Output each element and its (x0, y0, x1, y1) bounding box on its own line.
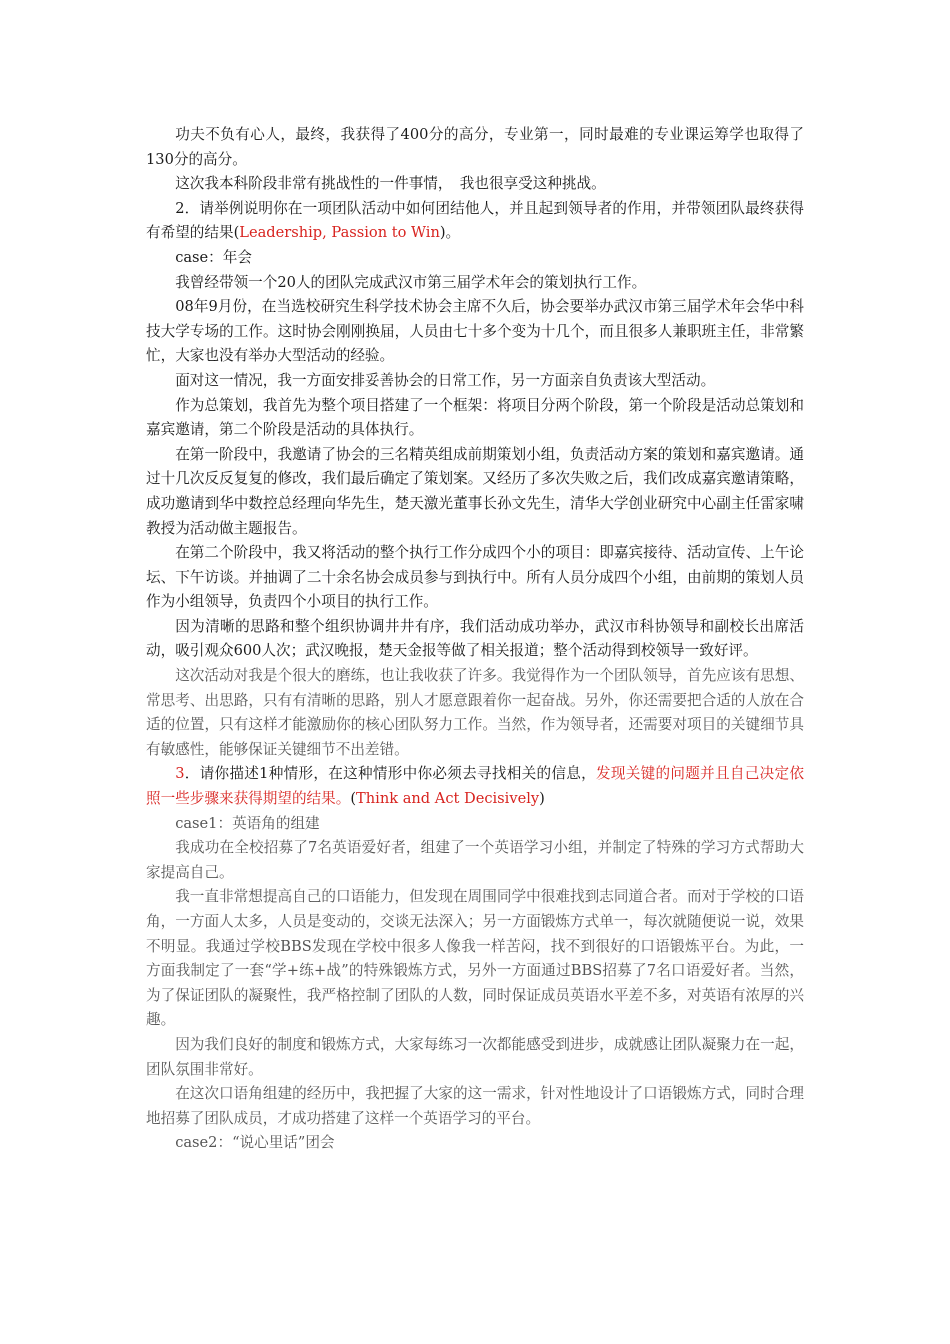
highlighted-text: Leadership, Passion to Win (239, 224, 440, 242)
paragraph-text: 2．请举例说明你在一项团队活动中如何团结他人，并且起到领导者的作用，并带领团队最终获得有希望的结果( (146, 199, 804, 242)
highlighted-text: Think and Act Decisively (356, 790, 540, 808)
paragraph-text: ．请你描述1种情形，在这种情形中你必须去寻找相关的信息， (184, 765, 596, 783)
paragraph (146, 836, 804, 885)
paragraph (146, 541, 804, 615)
paragraph-text: 面对这一情况，我一方面安排妥善协会的日常工作，另一方面亲自负责该大型活动。 (175, 371, 716, 389)
paragraph-text: 因为我们良好的制度和锻炼方式，大家每练习一次都能感受到进步，成就感让团队凝聚力在一起，团队氛围非常好。 (146, 1035, 804, 1078)
paragraph-text: case：年会 (175, 248, 252, 266)
paragraph-text: 作为总策划，我首先为整个项目搭建了一个框架：将项目分两个阶段，第一个阶段是活动总策划和嘉宾邀请，第二个阶段是活动的具体执行。 (146, 396, 804, 439)
paragraph (146, 369, 804, 394)
paragraph (146, 197, 804, 246)
paragraph (146, 615, 804, 664)
paragraph-text: ( (350, 790, 357, 808)
paragraph (146, 1082, 804, 1131)
paragraph (146, 885, 804, 1033)
paragraph-text: 我一直非常想提高自己的口语能力，但发现在周围同学中很难找到志同道合者。而对于学校的口语角，一方面人太多，人员是变动的，交谈无法深入；另一方面锻炼方式单一，每次就随便说一说，效果不明显。我通过学校BBS发现在学校中很多人像我一样苦闷，找不到很好的口语锻炼平台。为此，一方面我制定了一套“学+练+战”的特殊锻炼方式，另外一方面通过BBS招募了7名口语爱好者。当然，为了保证团队的凝聚性，我严格控制了团队的人数，同时保证成员英语水平差不多，对英语有浓厚的兴趣。 (146, 888, 804, 1029)
paragraph-text: 这次我本科阶段非常有挑战性的一件事情， 我也很享受这种挑战。 (175, 175, 606, 193)
paragraph-text: )。 (439, 224, 461, 242)
paragraph (146, 1131, 804, 1156)
paragraph (146, 812, 804, 837)
paragraph (146, 123, 804, 172)
paragraph-text: ) (539, 790, 545, 808)
paragraph-text: 在这次口语角组建的经历中，我把握了大家的这一需求，针对性地设计了口语锻炼方式，同时合理地招募了团队成员，才成功搭建了这样一个英语学习的平台。 (146, 1085, 804, 1127)
paragraph-text: 我曾经带领一个20人的团队完成武汉市第三届学术年会的策划执行工作。 (175, 273, 647, 291)
document-body (146, 123, 804, 1156)
paragraph-text: 我成功在全校招募了7名英语爱好者，组建了一个英语学习小组，并制定了特殊的学习方式帮助大家提高自己。 (146, 839, 804, 881)
paragraph (146, 443, 804, 541)
paragraph-text: 功夫不负有心人，最终，我获得了400分的高分，专业第一，同时最难的专业课运筹学也取得了130分的高分。 (146, 126, 804, 168)
paragraph-text: 在第二个阶段中，我又将活动的整个执行工作分成四个小的项目：即嘉宾接待、活动宣传、上午论坛、下午访谈。并抽调了二十余名协会成员参与到执行中。所有人员分成四个小组，由前期的策划人员作为小组领导，负责四个小项目的执行工作。 (146, 544, 804, 611)
paragraph (146, 762, 804, 811)
paragraph-text: 因为清晰的思路和整个组织协调井井有序，我们活动成功举办，武汉市科协领导和副校长出席活动，吸引观众600人次；武汉晚报，楚天金报等做了相关报道；整个活动得到校领导一致好评。 (146, 617, 804, 660)
paragraph (146, 295, 804, 369)
paragraph-text: 这次活动对我是个很大的磨练，也让我收获了许多。我觉得作为一个团队领导，首先应该有思想、常思考、出思路，只有有清晰的思路，别人才愿意跟着你一起奋战。另外，你还需要把合适的人放在合适的位置，只有这样才能激励你的核心团队努力工作。当然，作为领导者，还需要对项目的关键细节具有敏感性，能够保证关键细节不出差错。 (146, 667, 804, 758)
paragraph (146, 172, 804, 197)
paragraph-text: case1：英语角的组建 (175, 814, 320, 832)
paragraph (146, 1033, 804, 1082)
highlighted-text: 发现关键的问题并且自己决定依照一些步骤来获得期望的结果。 (146, 765, 804, 808)
paragraph (146, 271, 804, 296)
highlighted-text: 3 (175, 765, 185, 783)
paragraph (146, 246, 804, 271)
paragraph-text: 在第一阶段中，我邀请了协会的三名精英组成前期策划小组，负责活动方案的策划和嘉宾邀请。通过十几次反反复复的修改，我们最后确定了策划案。又经历了多次失败之后，我们改成嘉宾邀请策略，成功邀请到华中数控总经理向华先生，楚天激光董事长孙文先生，清华大学创业研究中心副主任雷家啸教授为活动做主题报告。 (146, 445, 804, 537)
paragraph-text: 08年9月份，在当选校研究生科学技术协会主席不久后，协会要举办武汉市第三届学术年会华中科技大学专场的工作。这时协会刚刚换届，人员由七十多个变为十几个，而且很多人兼职班主任，非常繁忙，大家也没有举办大型活动的经验。 (146, 298, 804, 365)
paragraph-text: case2：“说心里话”团会 (175, 1134, 335, 1152)
paragraph (146, 394, 804, 443)
paragraph (146, 664, 804, 762)
